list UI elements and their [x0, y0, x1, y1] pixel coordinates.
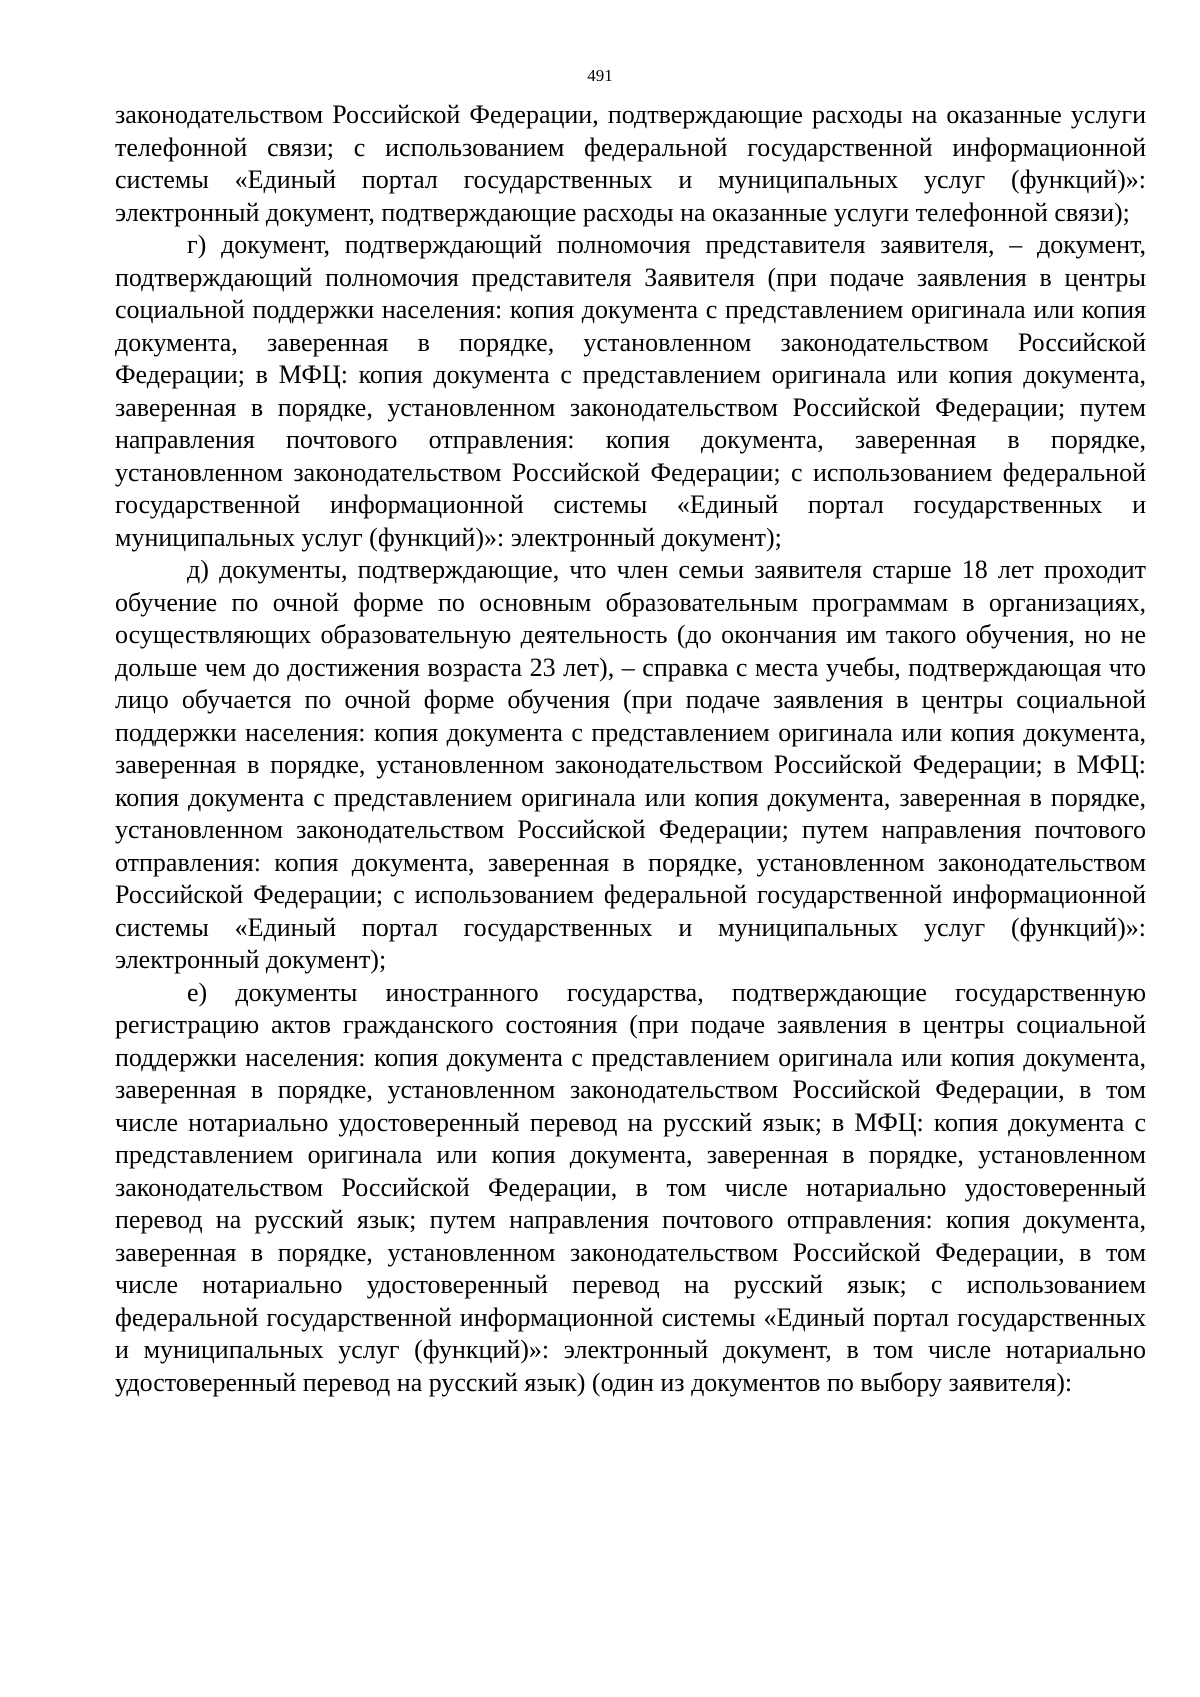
- document-body: [115, 99, 1146, 1399]
- paragraph-continuation: законодательством Российской Федерации, подтверждающие расходы на оказанные услуги телефонной связи; с использованием федеральной государственной информационной системы «Единый портал государственных и муниципальных услуг (функций)»: электронный документ, подтверждающие расходы на оказанные услуги телефонной связи);: [115, 100, 1146, 227]
- paragraph-item-g: г) документ, подтверждающий полномочия представителя заявителя, – документ, подтверждающий полномочия представителя Заявителя (при подаче заявления в центры социальной поддержки населения: копия документа с представлением оригинала или копия документа, заверенная в порядке, установленном законодательством Российской Федерации; в МФЦ: копия документа с представлением оригинала или копия документа, заверенная в порядке, установленном законодательством Российской Федерации; путем направления почтового отправления: копия документа, заверенная в порядке, установленном законодательством Российской Федерации; с использованием федеральной государственной информационной системы «Единый портал государственных и муниципальных услуг (функций)»: электронный документ);: [115, 230, 1146, 552]
- paragraph-item-e: е) документы иностранного государства, подтверждающие государственную регистрацию актов гражданского состояния (при подаче заявления в центры социальной поддержки населения: копия документа с представлением оригинала или копия документа, заверенная в порядке, установленном законодательством Российской Федерации, в том числе нотариально удостоверенный перевод на русский язык; в МФЦ: копия документа с представлением оригинала или копия документа, заверенная в порядке, установленном законодательством Российской Федерации, в том числе нотариально удостоверенный перевод на русский язык; путем направления почтового отправления: копия документа, заверенная в порядке, установленном законодательством Российской Федерации, в том числе нотариально удостоверенный перевод на русский язык; с использованием федеральной государственной информационной системы «Единый портал государственных и муниципальных услуг (функций)»: электронный документ, в том числе нотариально удостоверенный перевод на русский язык) (один из документов по выбору заявителя):: [115, 977, 1146, 1397]
- paragraph-item-d: д) документы, подтверждающие, что член семьи заявителя старше 18 лет проходит обучение по очной форме по основным образовательным программам в организациях, осуществляющих образовательную деятельность (до окончания им такого обучения, но не дольше чем до достижения возраста 23 лет), – справка с места учебы, подтверждающая что лицо обучается по очной форме обучения (при подаче заявления в центры социальной поддержки населения: копия документа с представлением оригинала или копия документа, заверенная в порядке, установленном законодательством Российской Федерации; в МФЦ: копия документа с представлением оригинала или копия документа, заверенная в порядке, установленном законодательством Российской Федерации; путем направления почтового отправления: копия документа, заверенная в порядке, установленном законодательством Российской Федерации; с использованием федеральной государственной информационной системы «Единый портал государственных и муниципальных услуг (функций)»: электронный документ);: [115, 555, 1146, 974]
- page-number: 491: [587, 66, 613, 85]
